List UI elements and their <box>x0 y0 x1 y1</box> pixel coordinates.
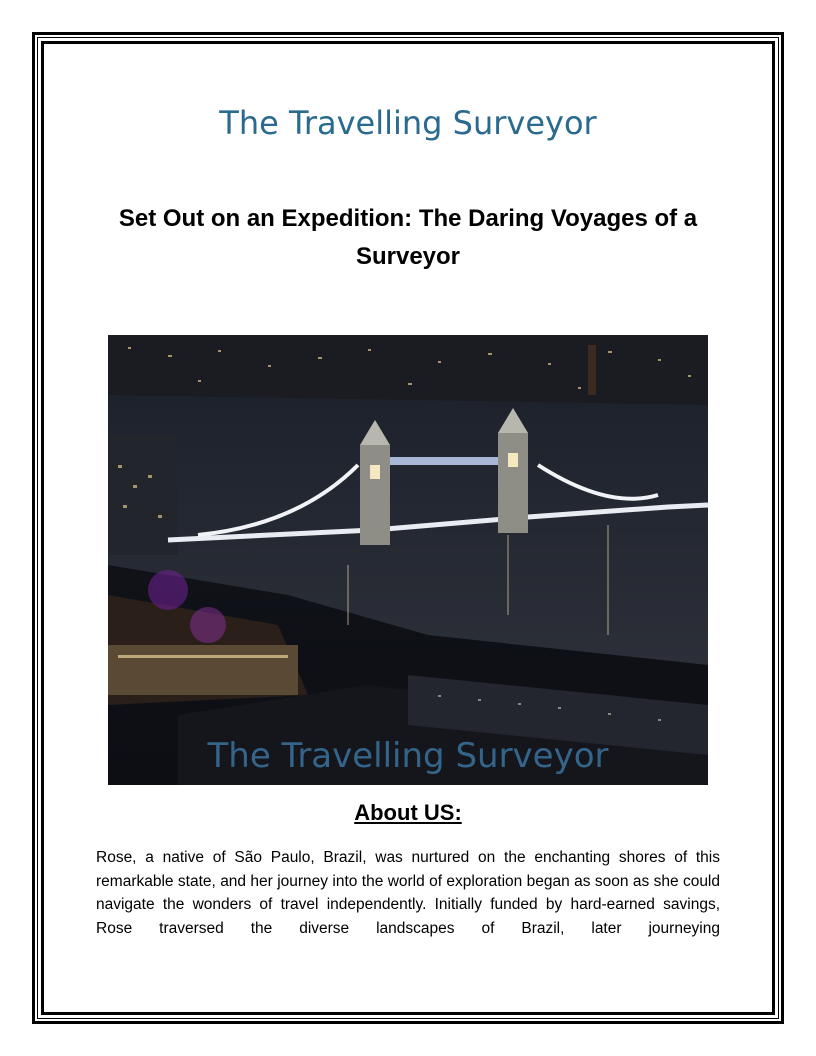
about-body: Rose, a native of São Paulo, Brazil, was nurtured on the enchanting shores of this remarkable state, and her journey into the world of exploration began as soon as she could navigate the wonders of travel independently. Initially funded by hard-earned savings, Rose traversed the diverse landscapes of Brazil, later journeying <box>96 849 720 937</box>
about-heading: About US: <box>354 800 462 825</box>
photo-watermark: The Travelling Surveyor <box>207 736 609 776</box>
site-title: The Travelling Surveyor <box>219 104 597 142</box>
article-headline: Set Out on an Expedition: The Daring Voyages of a Surveyor <box>118 205 698 270</box>
tower-bridge-night-photo <box>108 335 708 785</box>
